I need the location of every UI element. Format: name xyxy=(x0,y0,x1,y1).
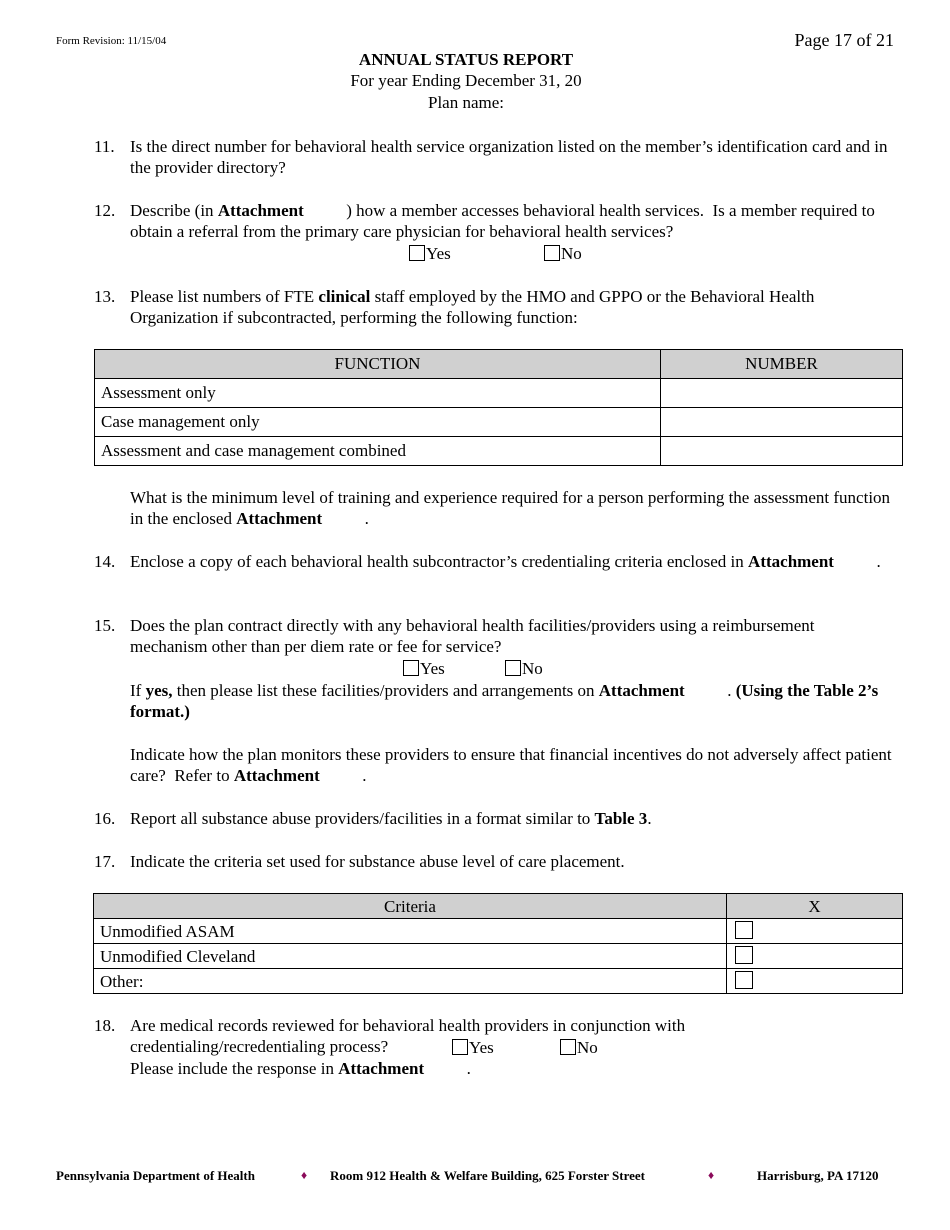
function-table xyxy=(94,349,903,466)
column-header: X xyxy=(727,894,903,919)
text-segment: . xyxy=(647,809,652,828)
question-11 xyxy=(94,136,894,178)
table-row xyxy=(95,408,903,437)
text-segment: . xyxy=(319,766,367,785)
column-header: Criteria xyxy=(94,894,727,919)
attachment-label: Attachment xyxy=(748,552,834,571)
table-row xyxy=(94,919,903,944)
text-segment: staff employed by the HMO and GPPO or the Behavioral Health Organization if subcontracted, performing the following function: xyxy=(130,287,815,327)
text-segment: . xyxy=(322,509,369,528)
question-text xyxy=(130,808,894,829)
question-number: 13. xyxy=(94,287,116,306)
text-segment: Please include the response in xyxy=(130,1059,339,1078)
question-13-followup xyxy=(130,487,900,529)
question-number: 18. xyxy=(94,1016,116,1035)
question-15 xyxy=(94,615,894,657)
checkbox-cell xyxy=(727,969,903,994)
question-15-if-yes xyxy=(130,680,900,722)
question-text xyxy=(130,286,894,328)
q12-no-option[interactable] xyxy=(544,243,582,264)
text-segment: . xyxy=(424,1059,471,1078)
question-14 xyxy=(94,551,894,572)
option-label: No xyxy=(522,659,543,678)
question-number: 17. xyxy=(94,852,116,871)
q18-yes-option[interactable] xyxy=(452,1037,494,1058)
question-number: 11. xyxy=(94,137,115,156)
text-segment: Indicate how the plan monitors these providers to ensure that financial incentives do not adversely affect patient care? Refer to xyxy=(130,745,896,785)
checkbox[interactable] xyxy=(409,245,425,261)
question-number: 12. xyxy=(94,201,116,220)
attachment-label: Attachment xyxy=(236,509,323,528)
function-cell: Assessment and case management combined xyxy=(95,437,661,466)
function-cell: Case management only xyxy=(95,408,661,437)
column-header: FUNCTION xyxy=(95,350,661,379)
diamond-icon: ♦ xyxy=(708,1168,715,1182)
question-12 xyxy=(94,200,894,242)
checkbox[interactable] xyxy=(505,660,521,676)
table-row xyxy=(94,944,903,969)
checkbox-cell xyxy=(727,919,903,944)
q18-no-option[interactable] xyxy=(560,1037,598,1058)
question-text xyxy=(130,200,894,242)
option-label: Yes xyxy=(469,1038,494,1057)
question-number: 16. xyxy=(94,809,116,828)
attachment-label: Attachment xyxy=(233,766,320,785)
format-note: (Using the Table 2’s format.) xyxy=(130,681,883,721)
question-text xyxy=(130,551,894,572)
text-segment: . xyxy=(684,681,736,700)
checkbox[interactable] xyxy=(735,946,753,964)
table-row xyxy=(95,437,903,466)
checkbox[interactable] xyxy=(735,921,753,939)
text-segment: Describe (in xyxy=(130,201,218,220)
footer-city: Harrisburg, PA 17120 xyxy=(757,1168,879,1183)
question-number: 14. xyxy=(94,552,116,571)
attachment-label: Attachment xyxy=(338,1059,425,1078)
checkbox[interactable] xyxy=(403,660,419,676)
question-17 xyxy=(94,851,894,872)
option-label: No xyxy=(577,1038,598,1057)
number-cell[interactable] xyxy=(661,437,903,466)
checkbox[interactable] xyxy=(735,971,753,989)
checkbox[interactable] xyxy=(560,1039,576,1055)
checkbox-cell xyxy=(727,944,903,969)
question-18-response xyxy=(130,1058,900,1079)
attachment-label: Attachment xyxy=(598,681,685,700)
year-line: For year Ending December 31, 20 xyxy=(350,71,582,90)
option-label: No xyxy=(561,244,582,263)
footer-department: Pennsylvania Department of Health xyxy=(56,1168,255,1183)
table-row xyxy=(95,379,903,408)
q15-no-option[interactable] xyxy=(505,658,543,679)
text-segment: Enclose a copy of each behavioral health subcontractor’s credentialing criteria enclosed in xyxy=(130,552,749,571)
page-number: Page 17 of 21 xyxy=(794,30,894,50)
number-cell[interactable] xyxy=(661,408,903,437)
question-text: Is the direct number for behavioral health service organization listed on the member’s identification card and in the provider directory? xyxy=(130,137,888,177)
text-segment: then please list these facilities/providers and arrangements on xyxy=(172,681,599,700)
attachment-label: Attachment xyxy=(217,201,304,220)
option-label: Yes xyxy=(420,659,445,678)
text-segment: Please list numbers of FTE xyxy=(130,287,319,306)
plan-name-line: Plan name: xyxy=(427,93,504,112)
bold-text: clinical xyxy=(318,287,371,306)
bold-text: yes, xyxy=(145,681,173,700)
question-text: Does the plan contract directly with any behavioral health facilities/providers using a reimbursement mechanism other than per diem rate or fee for service? xyxy=(130,616,815,656)
text-segment: . xyxy=(833,552,881,571)
option-label: Yes xyxy=(426,244,451,263)
q12-yes-option[interactable] xyxy=(409,243,451,264)
q15-yes-option[interactable] xyxy=(403,658,445,679)
criteria-table xyxy=(93,893,903,994)
bold-text: Table 3 xyxy=(594,809,648,828)
question-16 xyxy=(94,808,894,829)
question-text: Are medical records reviewed for behavioral health providers in conjunction with credentialing/recredentialing process? xyxy=(130,1016,686,1056)
text-segment: Report all substance abuse providers/facilities in a format similar to xyxy=(130,809,595,828)
table-row xyxy=(94,969,903,994)
question-13 xyxy=(94,286,894,328)
text-segment: What is the minimum level of training and experience required for a person performing the assessment function in the enclosed xyxy=(130,488,895,528)
text-segment: If xyxy=(130,681,146,700)
number-cell[interactable] xyxy=(661,379,903,408)
footer-address: Room 912 Health & Welfare Building, 625 Forster Street xyxy=(330,1168,645,1183)
checkbox[interactable] xyxy=(452,1039,468,1055)
text-segment: ) how a member accesses behavioral health services. Is a member required to obtain a referral from the primary care physician for behavioral health services? xyxy=(130,201,880,241)
function-cell: Assessment only xyxy=(95,379,661,408)
criteria-cell: Other: xyxy=(94,969,727,994)
form-revision: Form Revision: 11/15/04 xyxy=(56,35,167,47)
report-title: ANNUAL STATUS REPORT xyxy=(358,50,574,69)
question-text: Indicate the criteria set used for substance abuse level of care placement. xyxy=(130,852,625,871)
question-number: 15. xyxy=(94,616,116,635)
column-header: NUMBER xyxy=(661,350,903,379)
question-15-monitoring xyxy=(130,744,900,786)
criteria-cell: Unmodified Cleveland xyxy=(94,944,727,969)
criteria-cell: Unmodified ASAM xyxy=(94,919,727,944)
checkbox[interactable] xyxy=(544,245,560,261)
question-18 xyxy=(94,1015,894,1057)
diamond-icon: ♦ xyxy=(301,1168,308,1182)
